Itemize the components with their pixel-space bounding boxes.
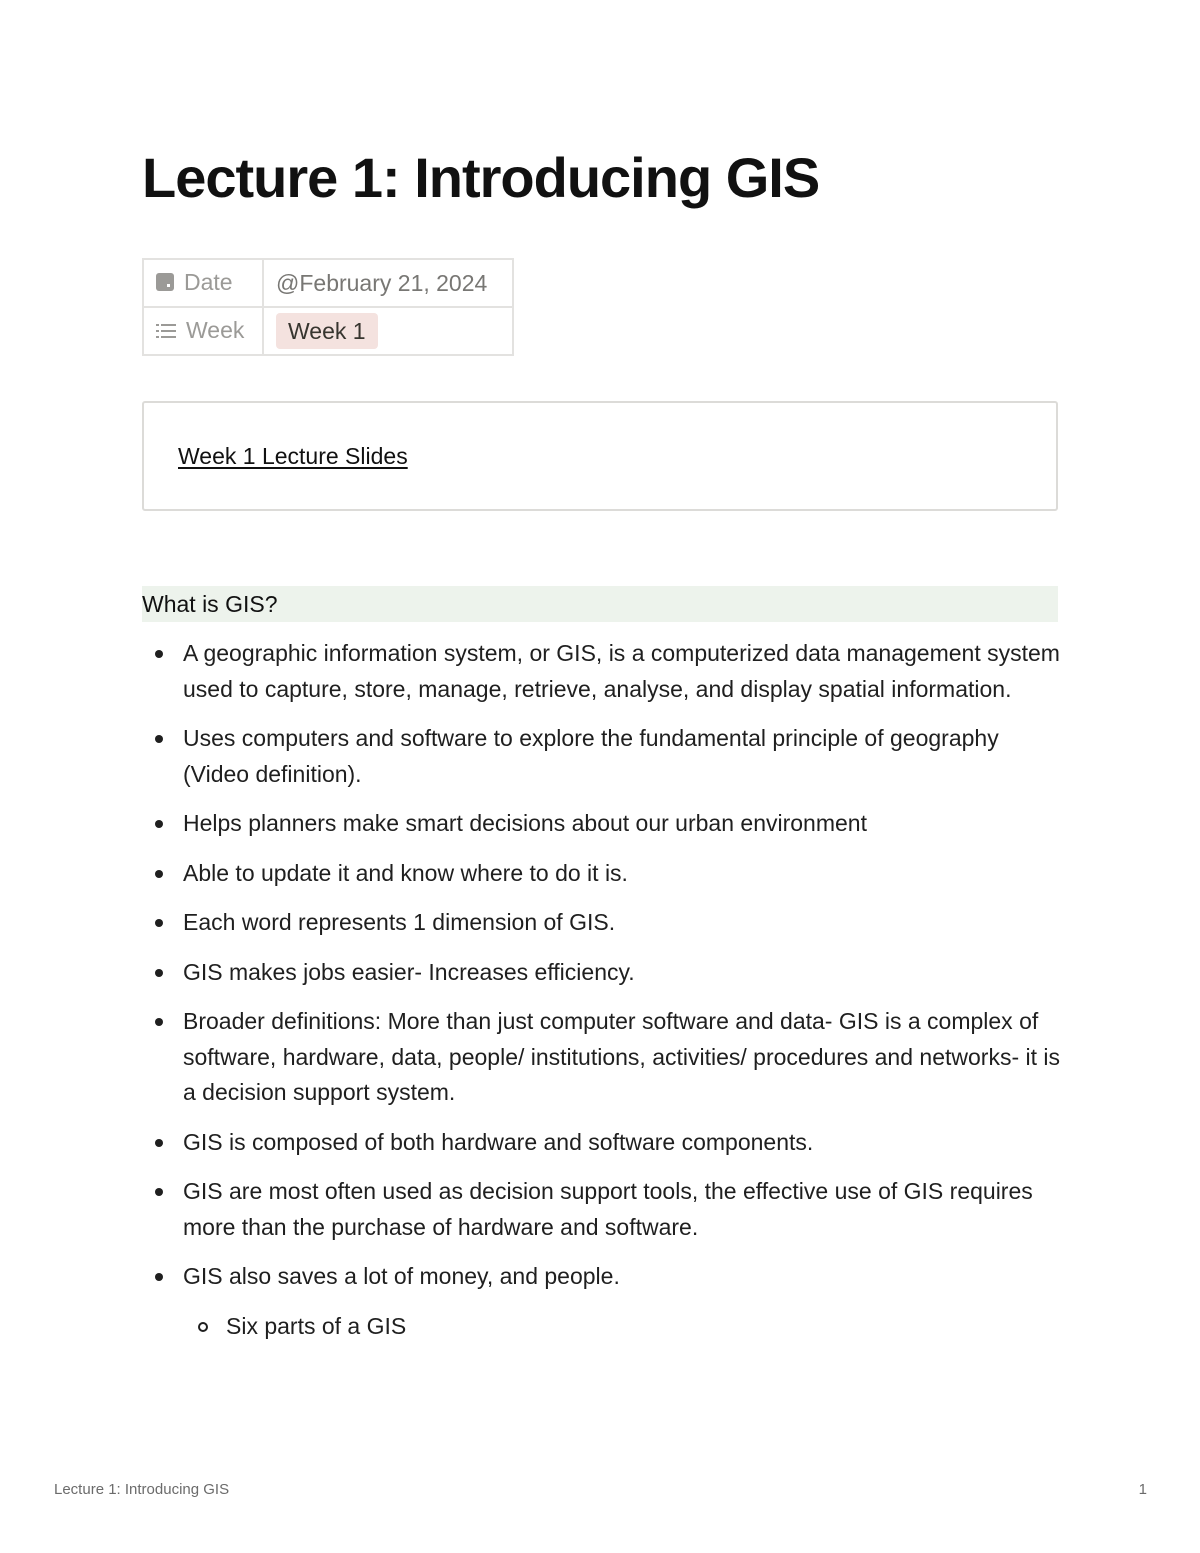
- footer-title: Lecture 1: Introducing GIS: [54, 1481, 230, 1498]
- list-item: [142, 1259, 1062, 1344]
- sub-list-item-text: Six parts of a GIS: [226, 1312, 407, 1339]
- bullet-icon: [155, 650, 163, 658]
- list-item-text: GIS is composed of both hardware and software components.: [183, 1128, 814, 1155]
- list-item: [142, 955, 1062, 991]
- bullet-icon: [155, 735, 163, 743]
- section-heading-text: What is GIS?: [142, 591, 278, 617]
- lecture-slides-block: [142, 401, 1058, 511]
- list-icon: [156, 318, 176, 345]
- list-item: [142, 721, 1062, 792]
- bullet-icon: [155, 1188, 163, 1196]
- list-item: [142, 1174, 1062, 1245]
- hollow-bullet-icon: [198, 1322, 208, 1332]
- list-item-text: Each word represents 1 dimension of GIS.: [183, 909, 616, 935]
- calendar-icon: [156, 270, 174, 297]
- list-item: [142, 1125, 1062, 1161]
- property-row-week: [143, 307, 513, 355]
- list-item-text: Uses computers and software to explore the fundamental principle of geography (Video definition).: [183, 725, 999, 787]
- bullet-icon: [155, 969, 163, 977]
- bullet-icon: [155, 1018, 163, 1026]
- bullet-list: [142, 636, 1062, 1358]
- property-name-week: [143, 307, 263, 355]
- property-label-week: Week: [186, 316, 245, 343]
- list-item-text: A geographic information system, or GIS, is a computerized data management system used to capture, store, manage, retrieve, analyse, and display spatial information.: [183, 640, 1060, 702]
- list-item-text: GIS also saves a lot of money, and people.: [183, 1263, 620, 1289]
- bullet-icon: [155, 870, 163, 878]
- property-label-date: Date: [184, 268, 233, 295]
- list-item: [142, 636, 1062, 707]
- list-item-text: Broader definitions: More than just computer software and data- GIS is a complex of software, hardware, data, people/ institutions, activities/ procedures and networks- it is a decision support system.: [183, 1008, 1060, 1105]
- property-name-date: [143, 259, 263, 307]
- bullet-icon: [155, 1273, 163, 1281]
- lecture-slides-link[interactable]: Week 1 Lecture Slides: [178, 443, 408, 469]
- section-heading: [142, 586, 1058, 622]
- property-row-date: [143, 259, 513, 307]
- property-value-week[interactable]: [263, 307, 513, 355]
- page-title: Lecture 1: Introducing GIS: [142, 146, 820, 209]
- bullet-icon: [155, 1139, 163, 1147]
- list-item: [142, 806, 1062, 842]
- property-value-date[interactable]: @February 21, 2024: [263, 259, 513, 307]
- week-tag[interactable]: Week 1: [276, 313, 378, 349]
- bullet-icon: [155, 820, 163, 828]
- sub-bullet-list: [183, 1309, 1062, 1345]
- list-item: [142, 856, 1062, 892]
- list-item: [142, 905, 1062, 941]
- bullet-icon: [155, 919, 163, 927]
- list-item-text: Able to update it and know where to do it is.: [183, 859, 628, 886]
- list-item-text: GIS makes jobs easier- Increases efficiency.: [183, 958, 635, 985]
- footer-page-number: 1: [1138, 1481, 1147, 1498]
- list-item-text: Helps planners make smart decisions about our urban environment: [183, 810, 867, 836]
- sub-list-item: [183, 1309, 1062, 1345]
- properties-table: [142, 258, 514, 356]
- list-item: [142, 1004, 1062, 1111]
- list-item-text: GIS are most often used as decision support tools, the effective use of GIS requires more than the purchase of hardware and software.: [183, 1178, 1033, 1240]
